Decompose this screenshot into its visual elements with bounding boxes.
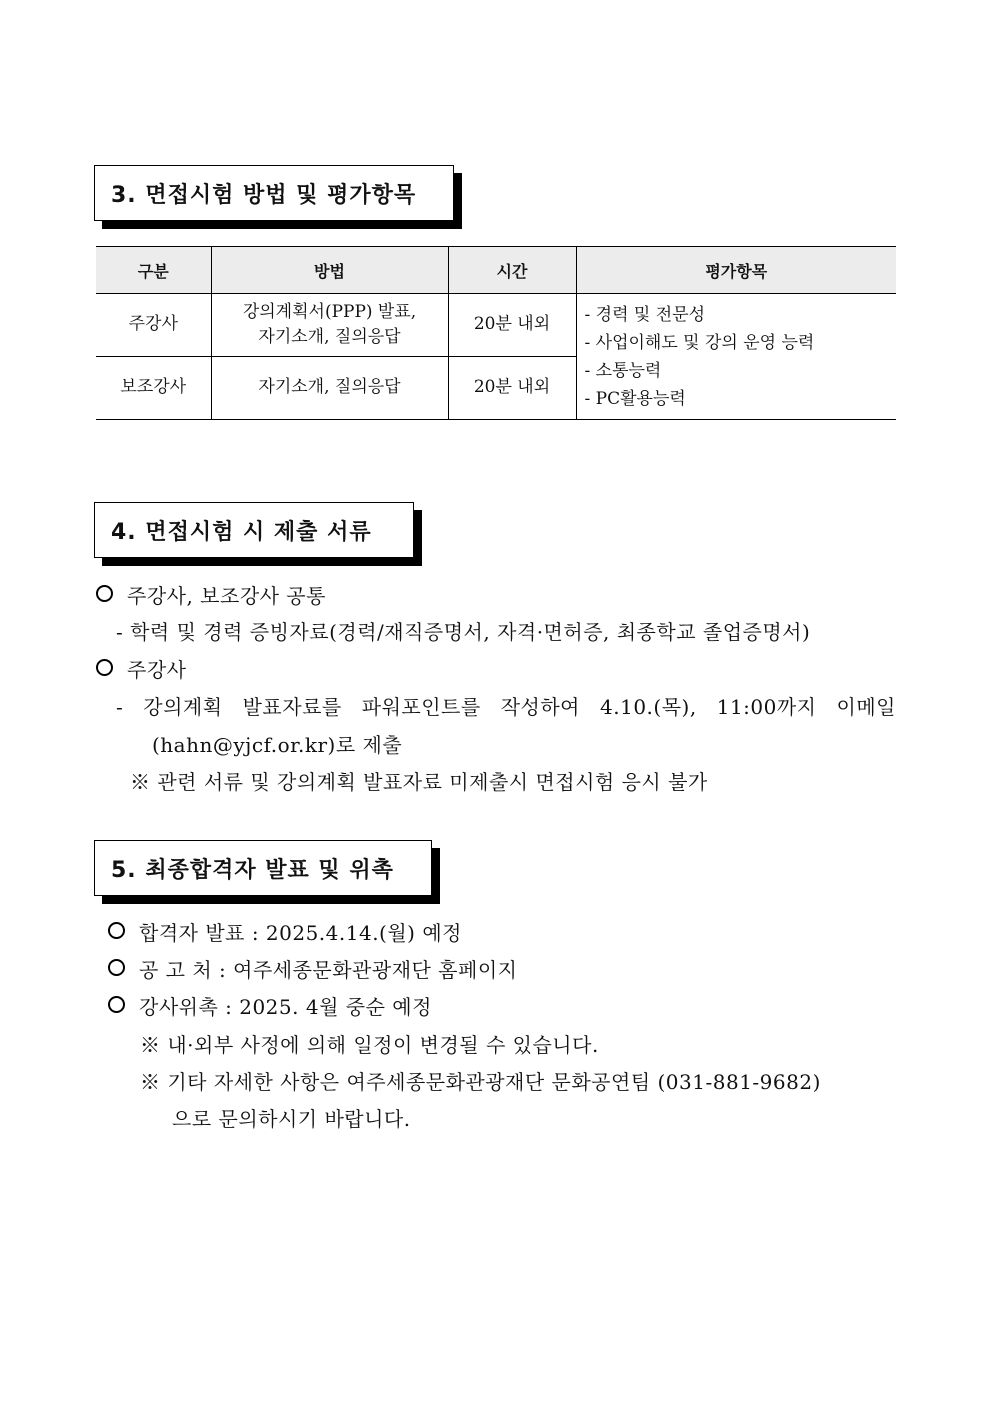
header-items: 평가항목 [576, 247, 896, 294]
announcement-place-item: 공 고 처 : 여주세종문화관광재단 홈페이지 [108, 954, 517, 983]
row-time: 20분 내외 [448, 294, 576, 357]
eval-item: - 경력 및 전문성 [584, 304, 705, 325]
eval-item: - PC활용능력 [584, 388, 686, 409]
circle-bullet-icon [108, 996, 125, 1013]
circle-bullet-icon [108, 959, 125, 976]
common-heading: 주강사, 보조강사 공통 [96, 580, 326, 609]
table-header-row [96, 247, 896, 294]
schedule-note: ※ 내·외부 사정에 의해 일정이 변경될 수 있습니다. [140, 1033, 599, 1057]
contact-note-line-2: 으로 문의하시기 바랍니다. [172, 1107, 411, 1131]
section-5-title-text: 5. 최종합격자 발표 및 위촉 [111, 857, 394, 883]
section-3-title-text: 3. 면접시험 방법 및 평가항목 [111, 182, 417, 208]
section-3-title [94, 165, 454, 221]
main-detail-line-1: - 강의계획 발표자료를 파워포인트를 작성하여 4.10.(목), 11:00까지 이메일 [116, 695, 896, 719]
eval-item: - 소통능력 [584, 360, 662, 381]
announcement-item: 합격자 발표 : 2025.4.14.(월) 예정 [108, 917, 462, 946]
section-4-title-text: 4. 면접시험 시 제출 서류 [111, 519, 372, 545]
section-5-title [94, 840, 432, 896]
row-category: 주강사 [96, 294, 211, 357]
circle-bullet-icon [96, 585, 113, 602]
circle-bullet-icon [96, 659, 113, 676]
submission-note: ※ 관련 서류 및 강의계획 발표자료 미제출시 면접시험 응시 불가 [130, 770, 708, 794]
eval-item: - 사업이해도 및 강의 운영 능력 [584, 332, 815, 353]
header-category: 구분 [96, 247, 211, 294]
common-detail: - 학력 및 경력 증빙자료(경력/재직증명서, 자격·면허증, 최종학교 졸업증명서) [116, 620, 811, 644]
contact-note-line-1: ※ 기타 자세한 사항은 여주세종문화관광재단 문화공연팀 (031-881-9682) [140, 1070, 821, 1094]
header-method: 방법 [211, 247, 448, 294]
evaluation-items [576, 294, 896, 420]
table-row [96, 294, 896, 357]
evaluation-table [96, 246, 896, 420]
row-method: 자기소개, 질의응답 [211, 357, 448, 420]
row-time: 20분 내외 [448, 357, 576, 420]
section-4-title [94, 502, 414, 558]
main-detail-line-2: (hahn@yjcf.or.kr)로 제출 [152, 733, 403, 757]
commission-item: 강사위촉 : 2025. 4월 중순 예정 [108, 991, 432, 1020]
header-time: 시간 [448, 247, 576, 294]
circle-bullet-icon [108, 922, 125, 939]
row-method: 강의계획서(PPP) 발표, 자기소개, 질의응답 [211, 294, 448, 357]
row-category: 보조강사 [96, 357, 211, 420]
main-heading: 주강사 [96, 654, 186, 683]
